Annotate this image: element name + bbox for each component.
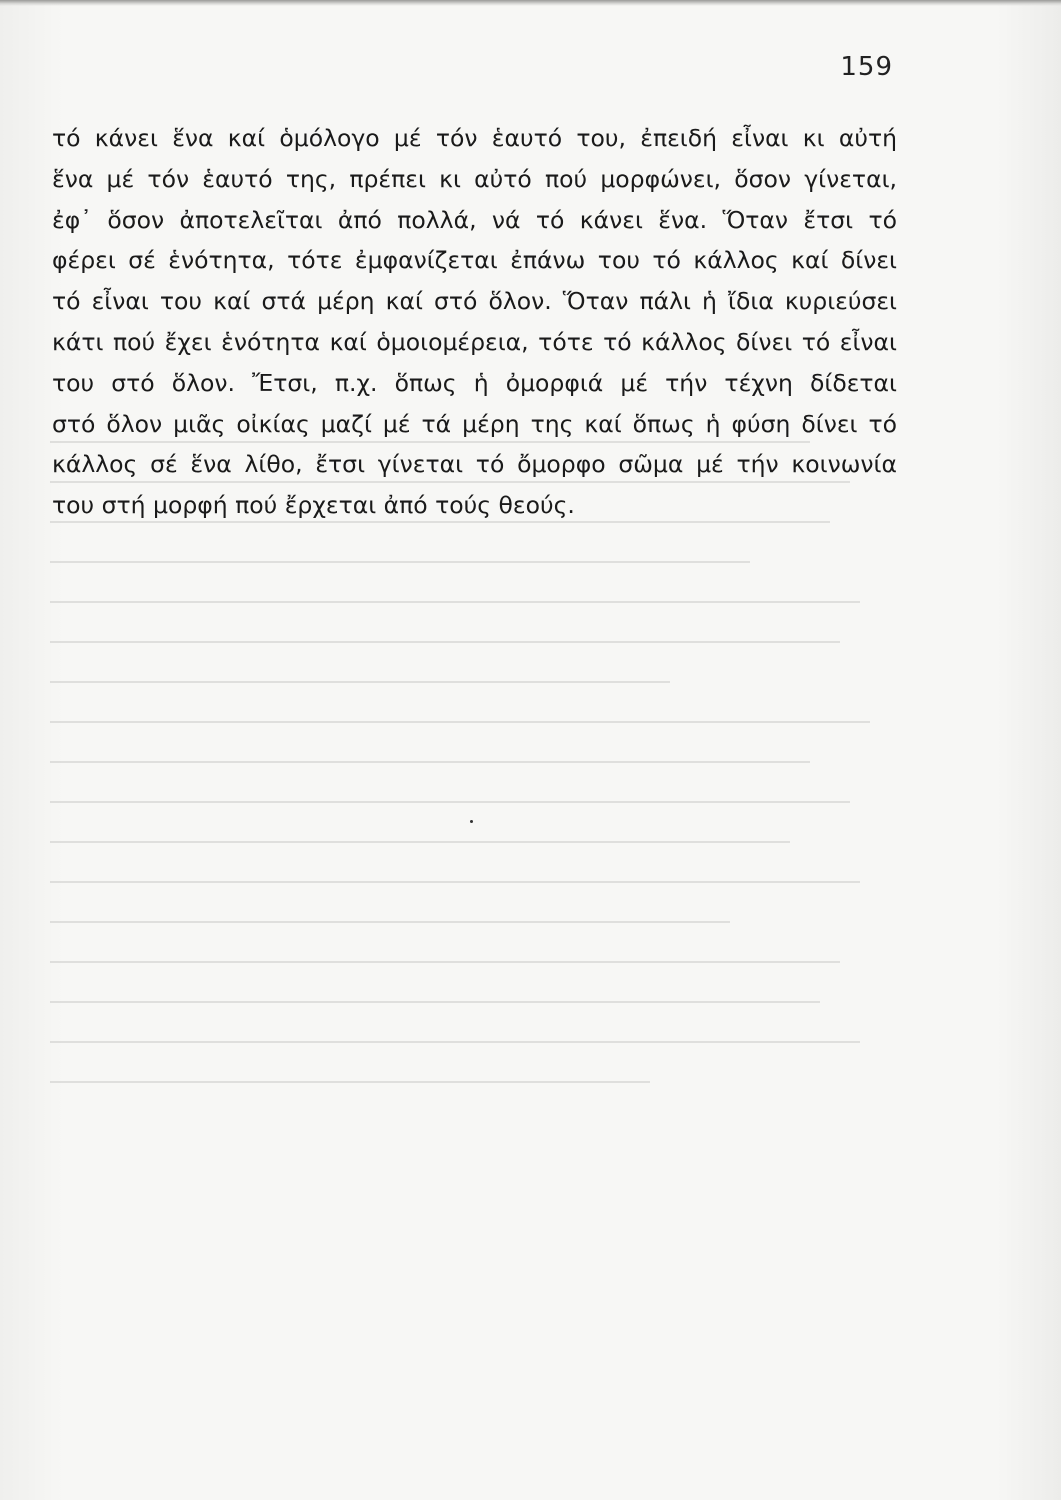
text-line: ἐφ᾽ ὅσον ἀποτελεῖται ἀπό πολλά, νά τό κάνει ἕνα. Ὅταν ἔτσι τό <box>52 205 897 234</box>
text-line: τό κάνει ἕνα καί ὁμόλογο μέ τόν ἑαυτό του, ἐπειδή εἶναι κι αὐτή <box>52 124 897 152</box>
ink-speck <box>470 820 473 823</box>
body-paragraph <box>52 118 897 526</box>
text-line: ἕνα μέ τόν ἑαυτό της, πρέπει κι αὐτό πού μορφώνει, ὅσον γίνεται, <box>52 164 897 193</box>
text-line: κάτι πού ἔχει ἑνότητα καί ὁμοιομέρεια, τότε τό κάλλος δίνει τό εἶναι <box>52 327 897 356</box>
page-number: 159 <box>840 52 893 82</box>
text-line: στό ὅλον μιᾶς οἰκίας μαζί μέ τά μέρη της καί ὅπως ἡ φύση δίνει τό <box>52 409 897 438</box>
text-line: του στή μορφή πού ἔρχεται ἀπό τούς θεούς. <box>52 491 575 520</box>
text-line: κάλλος σέ ἕνα λίθο, ἔτσι γίνεται τό ὄμορφο σῶμα μέ τήν κοινωνία <box>52 450 897 479</box>
text-line: τό εἶναι του καί στά μέρη καί στό ὅλον. Ὅταν πάλι ἡ ἴδια κυριεύσει <box>52 287 897 316</box>
text-line: του στό ὅλον. Ἔτσι, π.χ. ὅπως ἡ ὀμορφιά μέ τήν τέχνη δίδεται <box>52 368 897 397</box>
text-line: φέρει σέ ἑνότητα, τότε ἐμφανίζεται ἐπάνω του τό κάλλος καί δίνει <box>52 246 897 275</box>
page-top-edge <box>0 0 1061 6</box>
